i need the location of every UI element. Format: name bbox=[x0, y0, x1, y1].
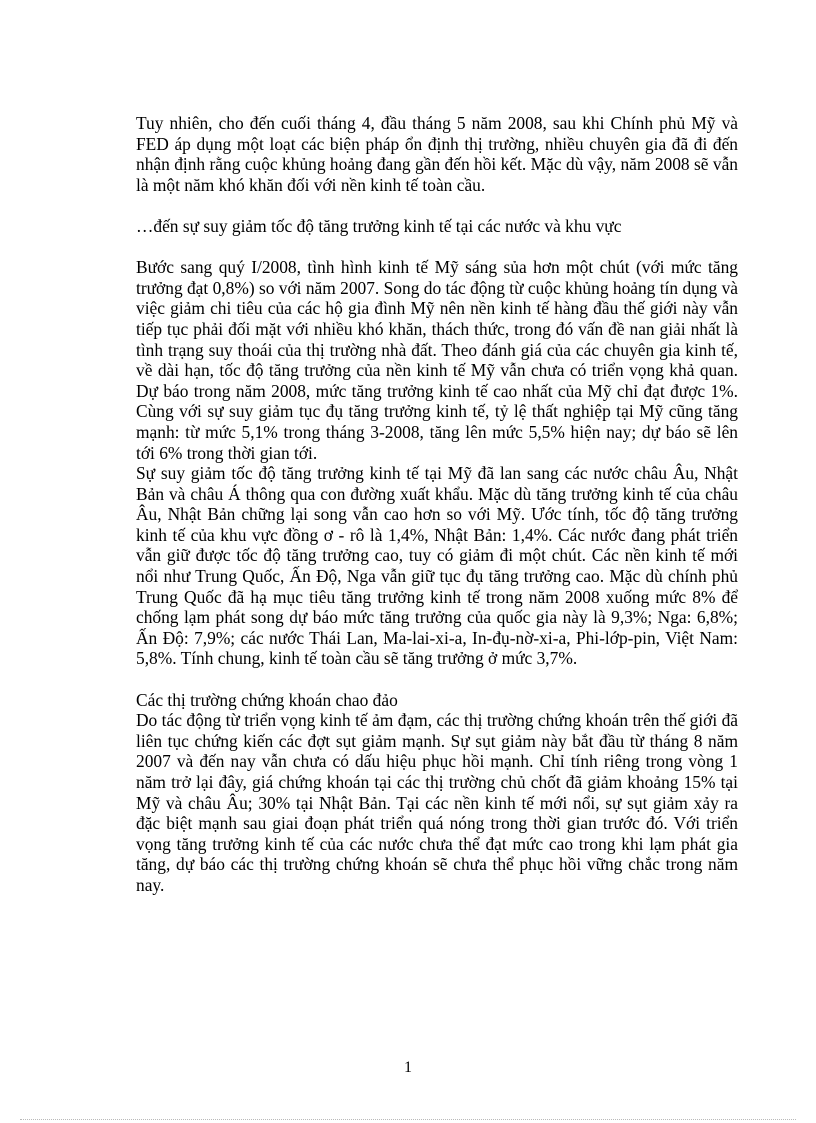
page-number: 1 bbox=[404, 1059, 412, 1076]
paragraph-intro: Tuy nhiên, cho đến cuối tháng 4, đầu tháng 5 năm 2008, sau khi Chính phủ Mỹ và FED áp dụng một loạt các biện pháp ổn định thị trường, nhiều chuyên gia đã đi đến nhận định rằng cuộc khủng hoảng đang gần đến hồi kết. Mặc dù vậy, năm 2008 sẽ vẫn là một năm khó khăn đối với nền kinh tế toàn cầu. bbox=[136, 113, 738, 195]
document-body bbox=[136, 113, 738, 896]
paragraph-global-spread: Sự suy giảm tốc độ tăng trưởng kinh tế tại Mỹ đã lan sang các nước châu Âu, Nhật Bản và châu Á thông qua con đường xuất khẩu. Mặc dù tăng trưởng kinh tế của châu Âu, Nhật Bản chững lại song vẫn cao hơn so với Mỹ. Ước tính, tốc độ tăng trưởng kinh tế của khu vực đồng ơ - rô là 1,4%, Nhật Bản: 1,4%. Các nước đang phát triển vẫn giữ được tốc độ tăng trưởng cao, tuy có giảm đi một chút. Các nền kinh tế mới nổi như Trung Quốc, Ấn Độ, Nga vẫn giữ tục đụ tăng trưởng cao. Mặc dù chính phủ Trung Quốc đã hạ mục tiêu tăng trưởng kinh tế trong năm 2008 xuống mức 8% để chống lạm phát song dự báo mức tăng trưởng của quốc gia này là 9,3%; Nga: 6,8%; Ấn Độ: 7,9%; các nước Thái Lan, Ma-lai-xi-a, In-đụ-nờ-xi-a, Phi-lớp-pin, Việt Nam: 5,8%. Tính chung, kinh tế toàn cầu sẽ tăng trưởng ở mức 3,7%. bbox=[136, 463, 738, 669]
page-bottom-divider bbox=[20, 1119, 796, 1120]
section-heading-growth-decline: …đến sự suy giảm tốc độ tăng trưởng kinh tế tại các nước và khu vực bbox=[136, 215, 622, 236]
paragraph-us-economy: Bước sang quý I/2008, tình hình kinh tế Mỹ sáng sủa hơn một chút (với mức tăng trưởng đạt 0,8%) so với năm 2007. Song do tác động từ cuộc khủng hoảng tín dụng và việc giảm chi tiêu của các hộ gia đình Mỹ nên nền kinh tế hàng đầu thế giới này vẫn tiếp tục phải đối mặt với nhiều khó khăn, thách thức, trong đó vấn đề nan giải nhất là tình trạng suy thoái của thị trường nhà đất. Theo đánh giá của các chuyên gia kinh tế, về dài hạn, tốc độ tăng trưởng của nền kinh tế Mỹ vẫn chưa có triển vọng khả quan. Dự báo trong năm 2008, mức tăng trưởng kinh tế cao nhất của Mỹ chỉ đạt được 1%. Cùng với sự suy giảm tục đụ tăng trưởng kinh tế, tỷ lệ thất nghiệp tại Mỹ cũng tăng mạnh: từ mức 5,1% trong tháng 3-2008, tăng lên mức 5,5% hiện nay; dự báo sẽ lên tới 6% trong thời gian tới. bbox=[136, 257, 738, 463]
section-heading-stock-markets: Các thị trường chứng khoán chao đảo bbox=[136, 689, 398, 710]
paragraph-stock-markets: Do tác động từ triển vọng kinh tế ảm đạm, các thị trường chứng khoán trên thế giới đã liên tục chứng kiến các đợt sụt giảm mạnh. Sự sụt giảm này bắt đầu từ tháng 8 năm 2007 và đến nay vẫn chưa có dấu hiệu phục hồi mạnh. Chỉ tính riêng trong vòng 1 năm trở lại đây, giá chứng khoán tại các thị trường chủ chốt đã giảm khoảng 15% tại Mỹ và châu Âu; 30% tại Nhật Bản. Tại các nền kinh tế mới nổi, sự sụt giảm xảy ra đặc biệt mạnh sau giai đoạn phát triển quá nóng trong thời gian trước đó. Với triển vọng tăng trưởng kinh tế của các nước chưa thể đạt mức cao trong khi lạm phát gia tăng, dự báo các thị trường chứng khoán sẽ chưa thể phục hồi vững chắc trong năm nay. bbox=[136, 710, 738, 895]
